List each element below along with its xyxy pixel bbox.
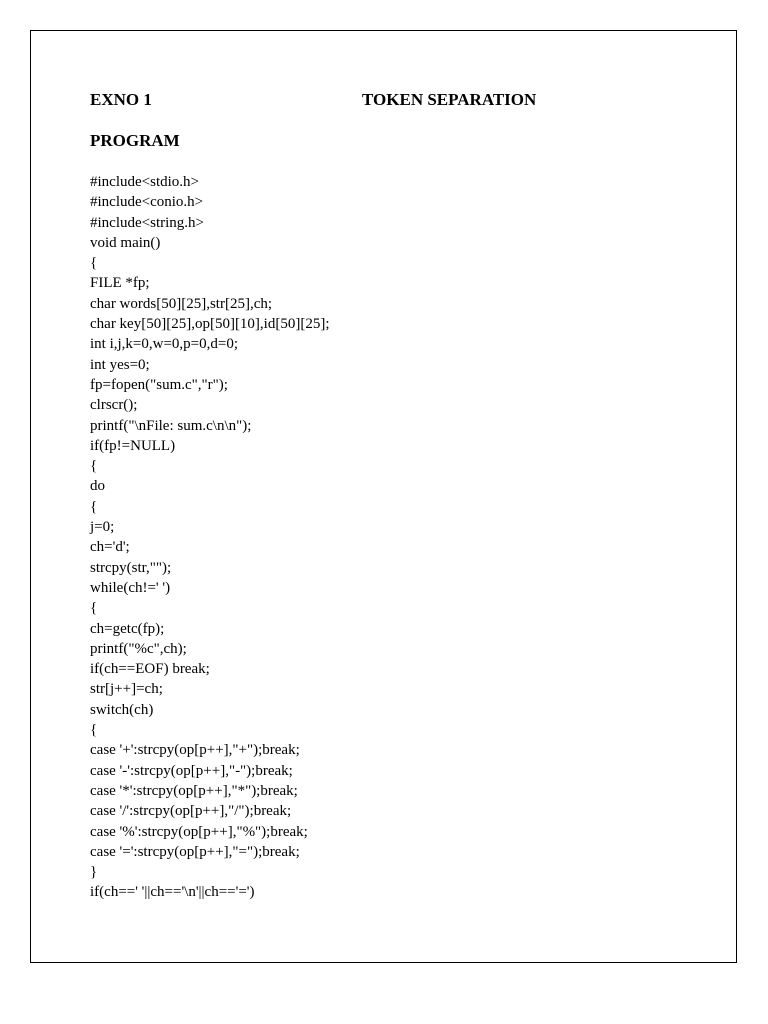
code-line: FILE *fp; bbox=[90, 275, 150, 292]
code-line: } bbox=[90, 864, 98, 881]
section-heading: PROGRAM bbox=[90, 131, 180, 150]
code-line: char words[50][25],str[25],ch; bbox=[90, 295, 273, 312]
code-line: switch(ch) bbox=[90, 701, 154, 718]
code-line: #include<conio.h> bbox=[90, 194, 204, 211]
code-line: case '-':strcpy(op[p++],"-");break; bbox=[90, 762, 293, 779]
code-line: int i,j,k=0,w=0,p=0,d=0; bbox=[90, 336, 239, 353]
code-line: do bbox=[90, 478, 105, 495]
code-line: printf("\nFile: sum.c\n\n"); bbox=[90, 417, 252, 434]
code-line: { bbox=[90, 722, 98, 739]
document-title: TOKEN SEPARATION bbox=[362, 90, 537, 109]
code-line: fp=fopen("sum.c","r"); bbox=[90, 376, 228, 393]
code-line: strcpy(str,""); bbox=[90, 559, 172, 576]
code-line: { bbox=[90, 255, 98, 272]
code-line: str[j++]=ch; bbox=[90, 681, 163, 698]
code-line: if(ch==EOF) break; bbox=[90, 661, 210, 678]
code-line: #include<string.h> bbox=[90, 214, 204, 231]
code-line: ch=getc(fp); bbox=[90, 620, 165, 637]
code-line: j=0; bbox=[90, 519, 115, 536]
code-line: if(ch==' '||ch=='\n'||ch=='=') bbox=[90, 884, 255, 901]
code-line: { bbox=[90, 498, 98, 515]
code-line: char key[50][25],op[50][10],id[50][25]; bbox=[90, 316, 330, 333]
code-line: printf("%c",ch); bbox=[90, 640, 187, 657]
code-line: case '+':strcpy(op[p++],"+");break; bbox=[90, 742, 300, 759]
code-line: while(ch!=' ') bbox=[90, 579, 171, 596]
code-line: case '/':strcpy(op[p++],"/");break; bbox=[90, 803, 292, 820]
code-line: int yes=0; bbox=[90, 356, 150, 373]
code-listing bbox=[90, 172, 330, 903]
exercise-number: EXNO 1 bbox=[90, 90, 152, 109]
code-line: { bbox=[90, 600, 98, 617]
code-line: #include<stdio.h> bbox=[90, 174, 199, 190]
code-line: case '=':strcpy(op[p++],"=");break; bbox=[90, 843, 300, 860]
code-line: if(fp!=NULL) bbox=[90, 437, 176, 454]
code-line: case '%':strcpy(op[p++],"%");break; bbox=[90, 823, 308, 840]
code-line: { bbox=[90, 458, 98, 475]
code-line: clrscr(); bbox=[90, 397, 138, 414]
code-line: void main() bbox=[90, 234, 161, 251]
code-line: case '*':strcpy(op[p++],"*");break; bbox=[90, 782, 298, 799]
code-line: ch='d'; bbox=[90, 539, 130, 556]
